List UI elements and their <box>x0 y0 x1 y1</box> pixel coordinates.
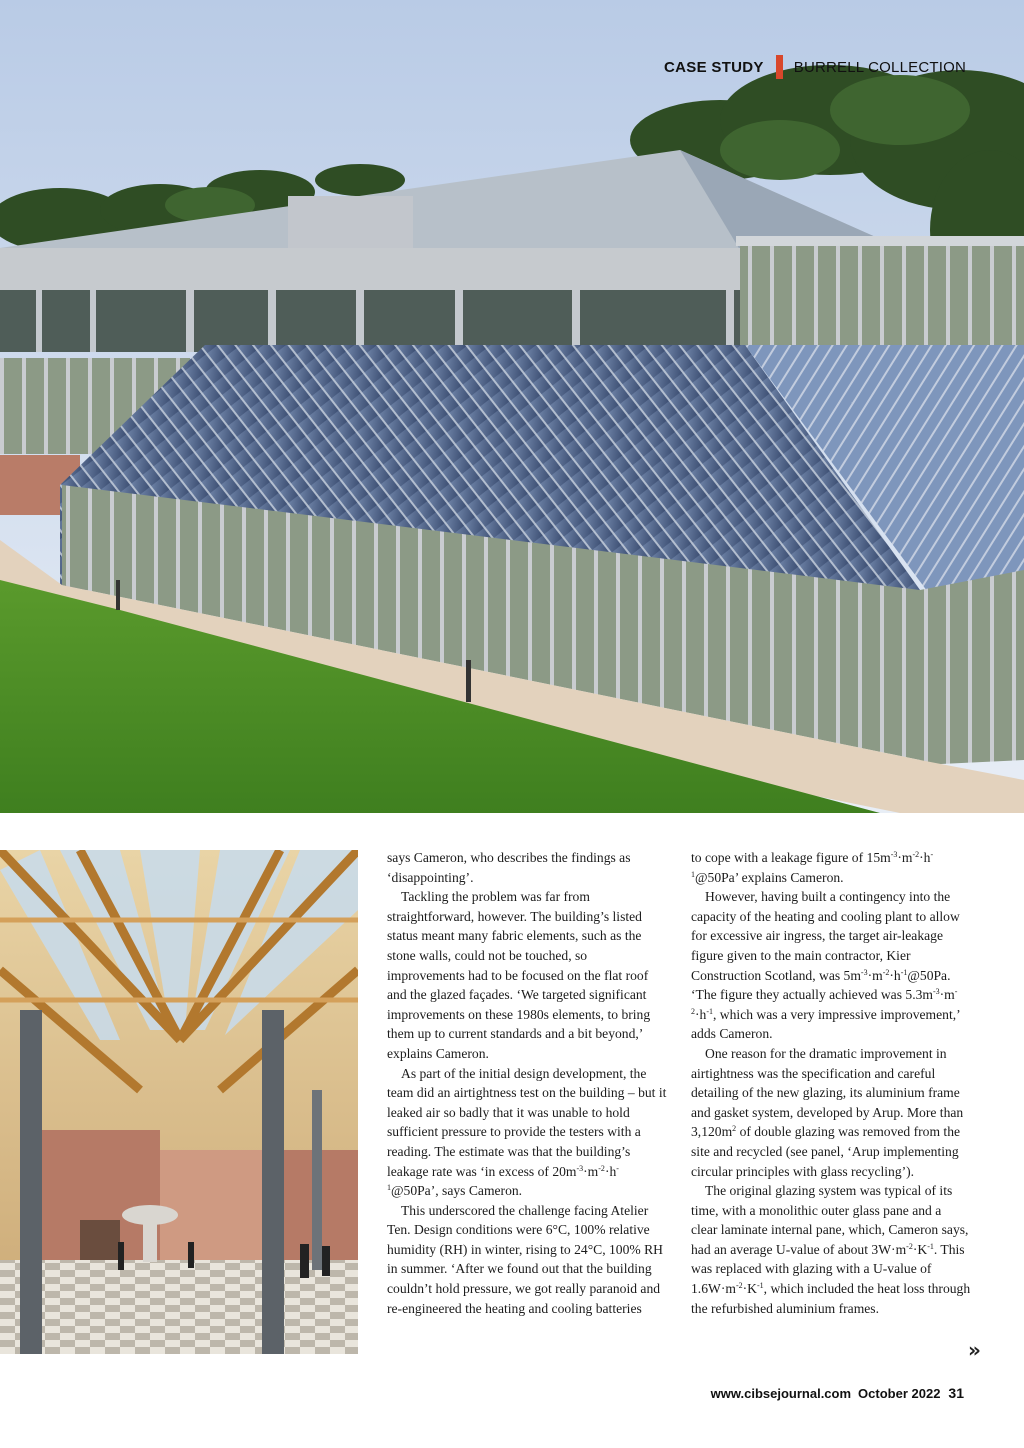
double-chevron-right-icon[interactable]: » <box>968 1338 981 1362</box>
paragraph: says Cameron, who describes the findings as ‘disappointing’. <box>387 850 631 885</box>
article-title-tag: BURRELL COLLECTION <box>793 58 966 76</box>
body-text-column-1 <box>387 848 667 1318</box>
footer-url[interactable]: www.cibsejournal.com <box>710 1386 852 1401</box>
paragraph: One reason for the dramatic improvement in airtightness was the specification and careful detailing of the new glazing, its aluminium frame and gasket system, developed by Arup. More than $3,120m^2$ of double glazing was removed from the site and recycled (see panel, ‘Arup implementing circular principles with glass recycling’). <box>691 1045 964 1179</box>
footer-date: October 2022 <box>858 1386 941 1401</box>
section-label: CASE STUDY <box>664 58 764 76</box>
paragraph: As part of the initial design development, the team did an airtightness test on the building – but it leaked air so badly that it was unable to hold sufficient pressure to provide the testers with a reading. The estimate was that the building’s leakage rate was ‘in excess of $20m^{-3}\cdot m^{-2}\cdot h^{-1}@50Pa$’, says Cameron. <box>387 1065 667 1199</box>
page-footer <box>711 1385 964 1401</box>
header-divider-bar <box>776 55 783 79</box>
paragraph: However, having built a contingency into the capacity of the heating and cooling plant to allow for excessive air ingress, the target air-leakage figure given to the main contractor, Kier Construction Scotland, was $5m^{-3}\cdot m^{-2}\cdot h^{-1}@50Pa$. ‘The figure they actually achieved was $5.3m^{-3}\cdot m^{-2}\cdot h^{-1}$, which was a very impressive improvement,’ adds Cameron. <box>691 889 960 1042</box>
paragraph: This underscored the challenge facing Atelier Ten. Design conditions were 6°C, 100% relative humidity (RH) in winter, rising to 24°C, 100% RH in summer. ‘After we found out that the building couldn’t hold pressure, we got really paranoid and re-engineered the heating and cooling batteries <box>387 1202 664 1316</box>
page-number: 31 <box>948 1385 964 1401</box>
paragraph: The original glazing system was typical of its time, with a monolithic outer glass pane and a clear laminate internal pane, which, Cameron says, had an average U-value of about $3W\cdot m^{-2}\cdot K^{-1}$. This was replaced with glazing with a U-value of $1.6W\cdot m^{-2}\cdot K^{-1}$, which included the heat loss through the refurbished aluminium frames. <box>691 1183 971 1316</box>
body-text-column-2 <box>691 848 971 1318</box>
section-header <box>664 55 966 79</box>
paragraph: to cope with a leakage figure of $15m^{-3}\cdot m^{-2}\cdot h^{-1}@50Pa$’ explains Cameron. <box>691 850 934 885</box>
interior-photo <box>0 850 358 1354</box>
paragraph: Tackling the problem was far from straightforward, however. The building’s listed status meant many fabric elements, such as the stone walls, could not be touched, so improvements had to be focused on the flat roof and the glazed façades. ‘We targeted significant improvements on these 1980s elements, to bring them up to current standards and a bit beyond,’ explains Cameron. <box>387 889 651 1061</box>
